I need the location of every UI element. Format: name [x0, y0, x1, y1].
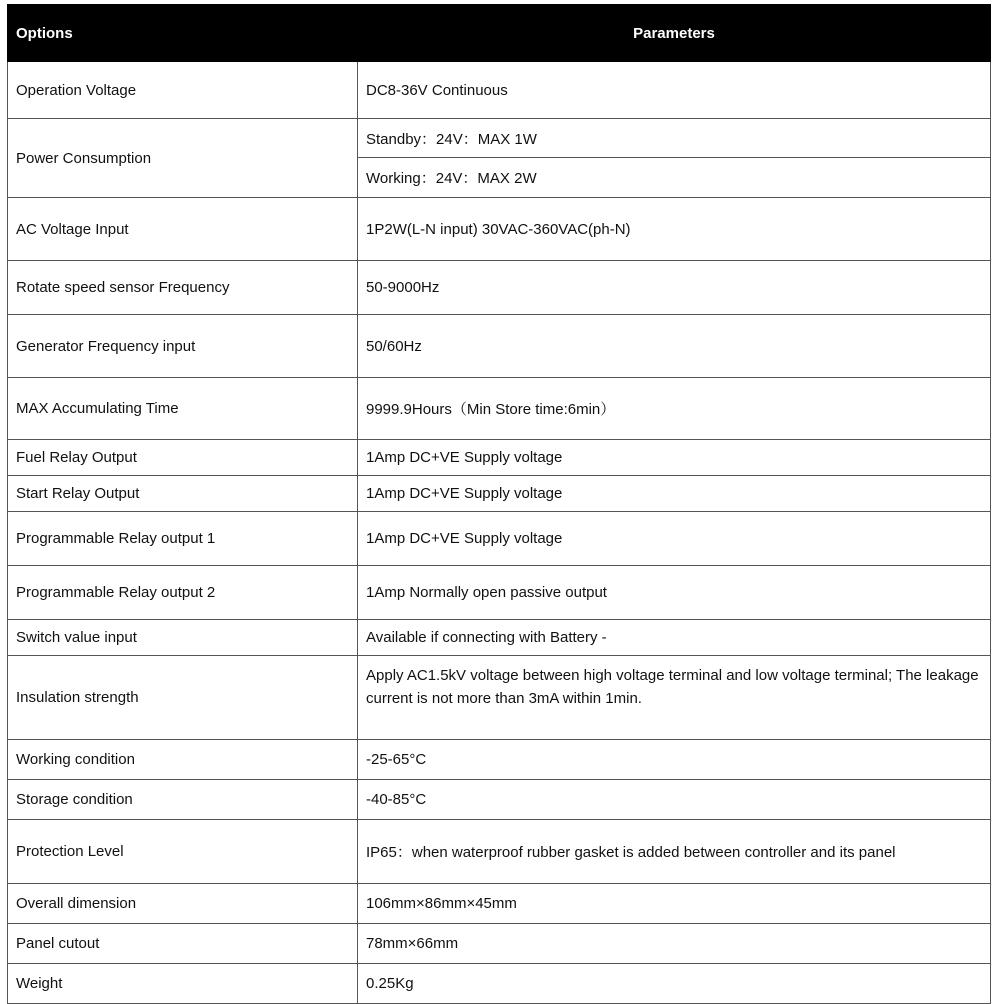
option-label: Switch value input — [8, 620, 358, 656]
option-label: Protection Level — [8, 820, 358, 884]
option-value: 50/60Hz — [358, 315, 991, 378]
option-value: Working：24V：MAX 2W — [358, 158, 991, 198]
header-options: Options — [8, 5, 358, 62]
table-row — [8, 656, 991, 740]
option-value: 0.25Kg — [358, 964, 991, 1004]
option-label: Overall dimension — [8, 884, 358, 924]
option-label: Weight — [8, 964, 358, 1004]
option-label: Rotate speed sensor Frequency — [8, 261, 358, 315]
option-value: 1Amp DC+VE Supply voltage — [358, 476, 991, 512]
option-value: 1Amp Normally open passive output — [358, 566, 991, 620]
option-value: 50-9000Hz — [358, 261, 991, 315]
table-row — [8, 780, 991, 820]
option-value: Available if connecting with Battery - — [358, 620, 991, 656]
option-value: DC8-36V Continuous — [358, 62, 991, 119]
spec-table — [7, 4, 991, 1004]
table-row — [8, 964, 991, 1004]
option-label: Start Relay Output — [8, 476, 358, 512]
option-label: AC Voltage Input — [8, 198, 358, 261]
option-value: 1Amp DC+VE Supply voltage — [358, 440, 991, 476]
option-label: Panel cutout — [8, 924, 358, 964]
option-value: 9999.9Hours（Min Store time:6min） — [358, 378, 991, 440]
table-row — [8, 315, 991, 378]
table-row — [8, 198, 991, 261]
table-row — [8, 512, 991, 566]
table-row — [8, 440, 991, 476]
option-label: Working condition — [8, 740, 358, 780]
table-row — [8, 378, 991, 440]
table-row — [8, 476, 991, 512]
option-value: -25-65°C — [358, 740, 991, 780]
table-row — [8, 566, 991, 620]
table-row — [8, 884, 991, 924]
option-label: Power Consumption — [8, 119, 358, 198]
table-row — [8, 820, 991, 884]
table-row — [8, 620, 991, 656]
option-label: Insulation strength — [8, 656, 358, 740]
table-row — [8, 62, 991, 119]
option-label: Programmable Relay output 1 — [8, 512, 358, 566]
option-value: Standby：24V：MAX 1W — [358, 119, 991, 158]
table-row — [8, 261, 991, 315]
option-label: Operation Voltage — [8, 62, 358, 119]
option-value: 1P2W(L-N input) 30VAC-360VAC(ph-N) — [358, 198, 991, 261]
header-parameters: Parameters — [358, 5, 991, 62]
table-row — [8, 119, 991, 158]
option-value: 1Amp DC+VE Supply voltage — [358, 512, 991, 566]
option-value: 78mm×66mm — [358, 924, 991, 964]
option-value: 106mm×86mm×45mm — [358, 884, 991, 924]
table-row — [8, 924, 991, 964]
option-value: Apply AC1.5kV voltage between high voltage terminal and low voltage terminal; The leakage current is not more than 3mA within 1min. — [358, 656, 991, 740]
table-row — [8, 740, 991, 780]
option-label: Storage condition — [8, 780, 358, 820]
option-label: Programmable Relay output 2 — [8, 566, 358, 620]
header-row — [8, 5, 991, 62]
option-label: Fuel Relay Output — [8, 440, 358, 476]
option-value: -40-85°C — [358, 780, 991, 820]
option-label: Generator Frequency input — [8, 315, 358, 378]
option-value: IP65：when waterproof rubber gasket is added between controller and its panel — [358, 820, 991, 884]
option-label: MAX Accumulating Time — [8, 378, 358, 440]
